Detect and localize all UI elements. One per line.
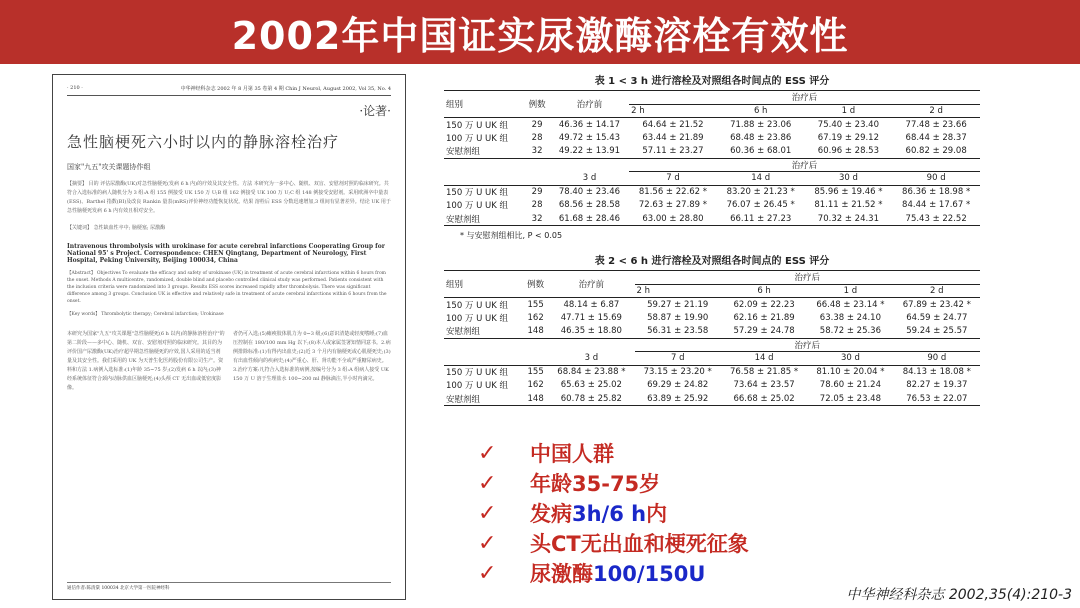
row-group: 150 万 U UK 组 <box>446 120 509 131</box>
paper-chinese-abstract: 【摘要】 目的 评估尿激酶(UK)对急性脑梗死(发病 6 h 内)的疗效及其安全性。方法 本研究为一多中心、随机、双盲、安慰剂对照的临床研究。共符合入选标准的病人随机分为 3 组:A 组 155 例接受 UK 150 万 U;B 组 162 例接受 UK 100 万 U;C 组 148 例接受安慰剂。采用欧洲卒中量表(ESS)、Barthel 指数(BI)及改良 Rankin 量表(mRS)评价神经功能恢复状况。结果 溶栓后 ESS 分数迅速增加,3 组间有显著差异。结论 UK 用于急性脑梗死发病 6 h 内有效且相对安全。 <box>67 181 391 214</box>
row-cell: 66.68 ± 25.02 <box>733 393 795 404</box>
table-row <box>444 298 980 312</box>
row-cell: 82.27 ± 19.37 <box>906 380 968 391</box>
row-cell: 57.29 ± 24.78 <box>733 326 795 336</box>
row-group: 150 万 U UK 组 <box>446 300 509 311</box>
criteria-text-main: 中国人群 <box>530 442 614 466</box>
row-cell: 78.60 ± 21.24 <box>819 380 881 391</box>
row-cell: 155 <box>527 367 544 377</box>
criteria-text-suffix: 内 <box>646 502 668 526</box>
header-time: 2 d <box>929 105 943 116</box>
header-post: 治疗后 <box>635 338 980 352</box>
row-cell: 58.72 ± 25.36 <box>819 326 881 336</box>
row-cell: 61.68 ± 28.46 <box>558 213 621 224</box>
header-time: 14 d <box>751 173 771 184</box>
row-cell: 76.58 ± 21.85 * <box>729 367 799 377</box>
criteria-text <box>530 498 667 528</box>
row-group: 安慰剂组 <box>446 394 481 405</box>
table-row <box>444 118 980 132</box>
paper-header <box>67 85 391 96</box>
row-cell: 49.22 ± 13.91 <box>558 146 621 156</box>
row-cell: 62.16 ± 21.89 <box>733 312 795 323</box>
table2-caption: 表 2 < 6 h 进行溶栓及对照组各时间点的 ESS 评分 <box>594 256 830 267</box>
paper-journal-line: 中华神经科杂志 2002 年 8 月第 35 卷第 4 期 Chin J Neurol, August 2002, Vol 35, No. 4 <box>180 86 391 92</box>
paper-english-keywords: 【Key words】 Thrombolytic therapy; Cerebral infarction; Urokinase <box>67 312 224 317</box>
criteria-text <box>530 528 749 558</box>
criteria-text-highlight: 100/150U <box>593 562 706 586</box>
table-time-row <box>444 172 980 186</box>
checkmark-icon: ✓ <box>478 530 497 556</box>
header-pre: 治疗前 <box>578 280 605 290</box>
row-cell: 72.05 ± 23.48 <box>819 393 881 404</box>
criteria-item <box>478 468 749 498</box>
row-cell: 86.36 ± 18.98 * <box>902 187 971 197</box>
header-blank <box>524 158 550 172</box>
table-row <box>444 392 980 406</box>
criteria-text <box>530 438 614 468</box>
row-cell: 32 <box>531 213 543 224</box>
title-banner <box>0 0 1080 64</box>
criteria-item <box>478 498 749 528</box>
header-time: 30 d <box>838 173 858 184</box>
row-cell: 60.78 ± 25.82 <box>560 393 622 404</box>
row-group: 100 万 U UK 组 <box>446 201 509 212</box>
table1-caption: 表 1 < 3 h 进行溶栓及对照组各时间点的 ESS 评分 <box>594 76 830 87</box>
header-blank <box>444 172 524 186</box>
row-cell: 63.89 ± 25.92 <box>647 393 709 404</box>
paper-authors: 国家"九五"攻关课题协作组 <box>67 163 151 171</box>
row-cell: 64.64 ± 21.52 <box>642 119 704 130</box>
row-cell: 70.32 ± 24.31 <box>817 213 879 224</box>
row-group: 150 万 U UK 组 <box>446 188 509 198</box>
header-time: 90 d <box>926 173 946 184</box>
citation: 中华神经科杂志 2002,35(4):210-3 <box>846 587 1072 603</box>
table-row <box>444 379 980 393</box>
header-time: 6 h <box>753 105 768 116</box>
header-time: 2 d <box>930 285 944 296</box>
criteria-list <box>478 438 749 588</box>
row-cell: 64.59 ± 24.77 <box>906 312 968 323</box>
header-time: 1 d <box>841 105 856 116</box>
paper-chinese-keywords: 【关键词】 急性缺血性卒中; 脑梗塞; 尿激酶 <box>67 225 166 231</box>
table-row <box>444 311 980 325</box>
criteria-text <box>530 558 705 588</box>
row-cell: 57.11 ± 23.27 <box>642 146 704 156</box>
row-cell: 65.63 ± 25.02 <box>560 380 622 391</box>
row-cell: 67.19 ± 29.12 <box>817 132 879 143</box>
table-row <box>444 325 980 339</box>
header-time: 7 d <box>670 353 685 364</box>
row-cell: 59.24 ± 25.57 <box>906 326 968 336</box>
header-blank <box>524 172 550 186</box>
paper-body-right: 者仍可入选;(5)瘫痪肢体肌力为 0~3 级;(6)意识清楚或轻度嗜睡;(7)血压控制在 180/100 mm Hg 以下;(8)本人或家属签署知情同意书。2.病例排除标准:(1)有得内出血史;(2)近 3 个月内有脑梗死或心肌梗死史;(3)有出血性倾向的疾病史;(4)严重心、肝、肾功能不全或严重糖尿病史。3.治疗方案:凡符合入选标准的病例,按编号分为 3 组:A 组病人接受 UK 150 万 U 溶于生理盐水 100~200 ml 静脉滴注,半小时内滴完。 <box>233 331 391 382</box>
header-blank <box>523 352 548 366</box>
criteria-text-main: 发病 <box>530 502 572 526</box>
header-blank <box>444 338 523 352</box>
header-blank <box>444 352 523 366</box>
checkmark-icon: ✓ <box>478 560 497 586</box>
row-cell: 162 <box>527 312 544 323</box>
row-group: 安慰剂组 <box>446 214 481 225</box>
paper-body-columns <box>67 330 391 393</box>
row-cell: 78.40 ± 23.46 <box>558 187 621 197</box>
row-cell: 59.27 ± 21.19 <box>647 299 709 310</box>
row-cell: 148 <box>527 326 544 336</box>
row-cell: 29 <box>531 187 543 197</box>
row-cell: 29 <box>531 119 543 130</box>
paper-footer: 通信作者:陈清棠 100034 北京大学第一医院神经科 <box>67 582 391 591</box>
row-cell: 62.09 ± 22.23 <box>733 299 795 310</box>
header-post: 治疗后 <box>629 91 980 105</box>
row-cell: 83.20 ± 21.23 * <box>726 187 795 197</box>
header-time: 3 d <box>582 173 597 183</box>
row-cell: 47.71 ± 15.69 <box>560 312 622 323</box>
row-cell: 76.53 ± 22.07 <box>906 393 968 404</box>
header-blank <box>444 158 524 172</box>
header-pre: 治疗前 <box>576 100 603 110</box>
checkmark-icon: ✓ <box>478 470 497 496</box>
row-cell: 72.63 ± 27.89 * <box>638 200 708 211</box>
row-group: 150 万 U UK 组 <box>446 368 509 378</box>
row-cell: 84.13 ± 18.08 * <box>902 367 971 377</box>
header-time: 3 d <box>584 353 599 363</box>
slide-title: 2002年中国证实尿激酶溶栓有效性 <box>231 13 849 58</box>
paper-page-number: · 210 · <box>67 85 83 91</box>
table-row <box>444 199 980 213</box>
row-cell: 63.38 ± 24.10 <box>819 312 881 323</box>
table-header-row <box>444 271 980 285</box>
paper-page-image <box>52 74 406 600</box>
row-cell: 67.89 ± 23.42 * <box>902 299 971 310</box>
row-cell: 76.07 ± 26.45 * <box>726 200 795 211</box>
header-time: 90 d <box>927 353 947 364</box>
row-group: 100 万 U UK 组 <box>446 313 509 324</box>
header-blank <box>523 338 548 352</box>
table-row <box>444 212 980 226</box>
paper-body-left: 本研究为国家"九五"攻关课题"急性脑梗死(6 h 以内)的静脉溶栓治疗"的第二阶段——多中心、随机、双盲、安慰剂对照的临床研究。其目的为评价国产尿激酶(UK)治疗超早期急性脑梗死的疗效,国人采用的适当剂量及其安全性。我们采用的 UK 为天普生化医药股份有限公司生产。资料和方法 1.病例入选标准:(1)年龄 35~75 岁;(2)发病 6 h 以内;(3)神经系统体征符合颈内动脉供血区脑梗死;(4)头颅 CT 无出血或低密度影像。 <box>67 331 225 391</box>
row-cell: 81.56 ± 22.62 * <box>638 187 708 197</box>
header-time: 2 h <box>631 105 645 116</box>
row-cell: 46.35 ± 18.80 <box>560 326 622 336</box>
row-cell: 84.44 ± 17.67 * <box>902 200 971 211</box>
row-cell: 63.44 ± 21.89 <box>642 132 704 143</box>
criteria-item <box>478 528 749 558</box>
table-header-row <box>444 158 980 172</box>
criteria-text-main: 头CT无出血和梗死征象 <box>530 532 749 556</box>
paper-english-abstract: 【Abstract】 Objectives To evaluate the efficacy and safety of urokinase (UK) in treatment of acute cerebral infarctions within 6 hours from the onset. Methods A multicentre, randomized, double blind and placebo controlled clinical study was performed. Patients consistent with the inclusion criteria were randomized into 3 groups. Results ESS scores increased rapidly after thrombolysis. There was significant difference among 3 groups. Conclusion UK is effective and relatively safe in treatment of acute cerebral infarctions within 6 hours from the onset. <box>67 271 387 304</box>
table-row <box>444 185 980 199</box>
row-cell: 81.10 ± 20.04 * <box>816 367 885 377</box>
header-group: 组别 <box>446 280 464 290</box>
header-time: 30 d <box>840 353 860 364</box>
criteria-text-highlight: 3h/6 h <box>572 502 647 526</box>
row-cell: 162 <box>527 380 544 391</box>
row-cell: 68.44 ± 28.37 <box>905 132 967 143</box>
row-group: 100 万 U UK 组 <box>446 381 509 392</box>
row-cell: 28 <box>531 200 543 211</box>
header-post: 治疗后 <box>635 271 980 285</box>
row-cell: 60.82 ± 29.08 <box>905 146 967 156</box>
row-cell: 56.31 ± 23.58 <box>647 326 709 336</box>
row-cell: 66.48 ± 23.14 * <box>816 299 885 310</box>
table-time-row <box>444 352 980 366</box>
table-row <box>444 131 980 145</box>
row-cell: 60.96 ± 28.53 <box>817 146 879 156</box>
paper-chinese-title: 急性脑梗死六小时以内的静脉溶栓治疗 <box>67 133 340 151</box>
criteria-text-main: 尿激酶 <box>530 562 593 586</box>
header-n: 例数 <box>528 100 546 110</box>
header-time: 7 d <box>666 173 680 184</box>
row-group: 100 万 U UK 组 <box>446 133 509 144</box>
table-row <box>444 145 980 159</box>
row-cell: 32 <box>531 146 543 156</box>
criteria-text-main: 年龄35-75岁 <box>530 472 661 496</box>
paper-section-label: ·论著· <box>359 104 391 118</box>
header-time: 14 d <box>754 353 774 364</box>
row-cell: 71.88 ± 23.06 <box>730 119 792 130</box>
row-cell: 148 <box>527 393 544 404</box>
row-group: 安慰剂组 <box>446 327 481 337</box>
header-post: 治疗后 <box>629 158 980 172</box>
row-cell: 73.64 ± 23.57 <box>733 380 795 391</box>
row-cell: 49.72 ± 15.43 <box>558 132 621 143</box>
row-cell: 69.29 ± 24.82 <box>647 380 709 391</box>
row-cell: 28 <box>531 132 543 143</box>
row-group: 安慰剂组 <box>446 147 481 157</box>
checkmark-icon: ✓ <box>478 500 497 526</box>
row-cell: 46.36 ± 14.17 <box>558 119 621 130</box>
paper-english-title: Intravenous thrombolysis with urokinase for acute cerebral infarctions Cooperating Group for National 95' s Project. Correspondence: CHEN Qingtang, Department of Neurology, First Hospital, Peking University, Beijing 100034, China <box>67 243 385 264</box>
table1 <box>444 90 980 226</box>
row-cell: 66.11 ± 27.23 <box>730 213 792 224</box>
table1-footnote: * 与安慰剂组相比, P < 0.05 <box>460 231 563 240</box>
row-cell: 68.56 ± 28.58 <box>558 200 621 211</box>
row-cell: 48.14 ± 6.87 <box>563 299 620 310</box>
table-row <box>444 365 980 379</box>
row-cell: 68.84 ± 23.88 * <box>557 367 626 377</box>
row-cell: 75.43 ± 22.52 <box>905 213 967 224</box>
row-cell: 58.87 ± 19.90 <box>647 312 709 323</box>
header-blank <box>550 158 629 172</box>
row-cell: 75.40 ± 23.40 <box>817 119 879 130</box>
table-header-row <box>444 338 980 352</box>
header-time: 1 d <box>843 285 858 296</box>
header-group: 组别 <box>446 100 464 110</box>
checkmark-icon: ✓ <box>478 440 497 466</box>
criteria-item <box>478 558 749 588</box>
header-time: 2 h <box>636 285 651 296</box>
row-cell: 60.36 ± 68.01 <box>730 146 792 156</box>
header-n: 例数 <box>527 280 545 290</box>
row-cell: 155 <box>527 299 544 310</box>
row-cell: 73.15 ± 23.20 * <box>643 367 712 377</box>
row-cell: 81.11 ± 21.52 * <box>814 200 883 211</box>
criteria-item <box>478 438 749 468</box>
row-cell: 85.96 ± 19.46 * <box>814 187 883 197</box>
row-cell: 68.48 ± 23.86 <box>730 132 792 143</box>
header-time: 6 h <box>757 285 771 296</box>
header-blank <box>548 338 634 352</box>
row-cell: 77.48 ± 23.66 <box>905 119 967 130</box>
table-header-row <box>444 91 980 105</box>
results-tables <box>444 72 980 406</box>
table2 <box>444 270 980 406</box>
row-cell: 63.00 ± 28.80 <box>642 213 704 224</box>
criteria-text <box>530 468 660 498</box>
